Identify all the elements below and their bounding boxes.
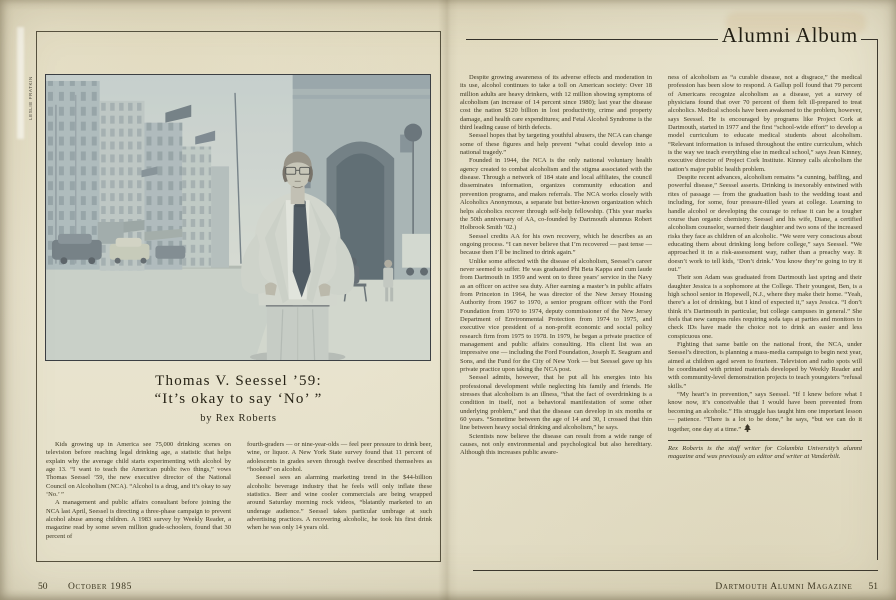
right-page-column-2	[668, 74, 862, 557]
paragraph: Founded in 1944, the NCA is the only national voluntary health agency created to combat alcoholism and the stigma associated with the disease. Through a network of 184 state and local affiliates, the council disseminates information, organizes community education and prevention programs, and makes referrals. The NCA works closely with Alcoholics Anonymous, a separate but better-known organization which helps alcoholics recover through self-help fellowship. (This year marks the 50th anniversary of AA, co-founded by Dartmouth alumnus Robert Holbrook Smith ’02.)	[460, 157, 652, 232]
right-page-bottom-rule	[473, 570, 878, 571]
bio-divider-rule	[668, 440, 862, 441]
right-page-column-1	[460, 74, 652, 557]
magazine-name: Dartmouth Alumni Magazine	[715, 582, 853, 592]
paragraph: Kids growing up in America see 75,000 drinking scenes on television before reaching legal drinking age, a statistic that helps explain why the average child starts experimenting with alcohol by age 13. “I want to teach the American public two things,” vows Thomas Seessel ’59, the new executive director of the National Council on Alcoholism (NCA). “Alcohol is a drug, and it’s okay to say ‘No.’ ”	[46, 441, 231, 499]
article-byline: by Rex Roberts	[200, 413, 277, 424]
paragraph-text: “My heart’s in prevention,” says Seessel. “If I knew before what I know now, it’s conceivable that I would have been prevented from becoming an alcoholic.” His struggle has taught him one important lesson — patience. “There is a lot to be done,” he says, “but we can do it together, one day at a time.”	[668, 391, 862, 434]
author-bio-note: Rex Roberts is the staff writer for Columbia University’s alumni magazine and was previously an editor and writer at Vanderbilt.	[668, 444, 862, 461]
paragraph: Despite recent advances, alcoholism remains “a cunning, baffling, and powerful disease,” Seessel asserts. Drinking is inexorably entwined with rites of passage — from the graduation bash to the wedding toast and including, for some, four pressure-filled years at college. Learning to handle alcohol or developing the courage to refuse it can be a tougher course than organic chemistry. Seessel and his wife, Diane, a certified alcoholism counselor, warned their daughter and two sons of the increased risks they face as children of an alcoholic. “We were very conscious about educating them about drinking long before college,” says Seessel. “We approached it in a risk-assessment way, rather than a preachy way. It doesn’t work to tell kids, ‘Don’t drink.’ You know they’re going to try it out.”	[668, 174, 862, 273]
paragraph: Seessel hopes that by targeting youthful abusers, the NCA can change some of these figures and help prevent “what could develop into a national tragedy.”	[460, 132, 652, 157]
paragraph: Fighting that same battle on the national front, the NCA, under Seessel’s direction, is planning a mass-media campaign to begin next year, aimed at children aged seven to fourteen. Television and radio spots will be coordinated with printed materials developed by Weekly Reader and with community-level demonstration projects to teach youngsters “refusal skills.”	[668, 341, 862, 390]
street-portrait-illustration	[46, 75, 430, 360]
left-page-columns	[46, 441, 432, 559]
page-gutter-shadow	[438, 0, 458, 600]
header-bracket-vertical	[877, 39, 878, 560]
right-page-footer	[620, 582, 878, 592]
paragraph: Seessel credits AA for his own recovery, which he describes as an ongoing process. “I can never believe that I’m recovered — past tense — because then I’ll be inclined to drink again.”	[460, 232, 652, 257]
paragraph: A management and public affairs consultant before joining the NCA last April, Seessel is directing a three-phase campaign to prevent alcohol abuse among children. A 1983 survey by Weekly Reader, a magazine read by some seven million grade-schoolers, found that 30 percent of	[46, 499, 231, 540]
paragraph	[668, 391, 862, 435]
left-page-column-2	[247, 441, 432, 559]
paragraph: Unlike some affected with the disease of alcoholism, Seessel’s career never seemed to suffer. He was graduated Phi Beta Kappa and cum laude from Dartmouth in 1959 and went on to three years’ service in the Navy as an officer on active sea duty. After earning a master’s in public affairs from Princeton in 1964, he was director of the New Jersey Housing Authority from 1967 to 1970, a senior program officer with the Ford Foundation from 1970 to 1974, deputy commissioner of the New Jersey Department of Environmental Protection from 1974 to 1975, and executive vice president of a non-profit economic and social policy research firm from 1975 to 1978. In 1979, he began a private practice of management and public affairs consulting. His client list was an impressive one — including the Ford Foundation, Joseph E. Seagram and Sons, and the Fund for the City of New York — but Seessel gave up his private practice upon taking the NCA post.	[460, 257, 652, 374]
paragraph: Seessel admits, however, that he put all his energies into his professional development while neglecting his family and friends. He stresses that alcoholism is an illness, “that the fact of overdrinking is a condition in itself, not a behavioral manifestation of some other underlying problem,” and that the disease can develop in six months or 60 years. “Sometime between the age of 14 and 30, I crossed that thin line between heavy social drinking and alcoholism,” he says.	[460, 374, 652, 432]
section-header: Alumni Album	[721, 23, 858, 47]
left-page-column-1	[46, 441, 231, 559]
header-bracket-horizontal	[861, 39, 878, 40]
paragraph: Seessel sees an alarming marketing trend in the $44-billion alcoholic beverage industry that he feels will only inflate these statistics. Beer and wine cooler commercials are being wrapped around Saturday morning rock videos, “blatantly marketed to an underage audience.” Seessel takes particular umbrage at such advertising practices. A recovering alcoholic, he took his first drink when he was only 14 years old.	[247, 474, 432, 532]
pine-tree-dingbat-icon	[744, 424, 751, 432]
article-title-line2: “It’s okay to say ‘No’ ”	[154, 391, 323, 407]
article-title-line1: Thomas V. Seessel ’59:	[155, 373, 322, 389]
paragraph: Their son Adam was graduated from Dartmouth last spring and their daughter Jessica is a sophomore at the College. Their youngest, Ben, is a high school senior in Hopewell, N.J., where they make their home. “Yeah, there’s a lot of drinking, but I kind of expected it,” says Jessica. “I don’t think it’s Dartmouth in particular, but college campuses in general.” She feels that new campus rules requiring soda taps at parties and monitors to check IDs have made the choice not to drink an easier and less conspicuous one.	[668, 274, 862, 340]
right-page-number: 51	[868, 582, 878, 592]
paragraph: Despite growing awareness of its adverse effects and moderation in its use, alcohol continues to take a toll on American society: Over 18 million adults are heavy drinkers, with 12 million showing symptoms of alcoholism (an increase of 14 percent since 1980); last year the disease cost the nation $120 billion in lost productivity, crime and property damage, and health care expenditures; and Fetal Alcohol Syndrome is the third leading cause of birth defects.	[460, 74, 652, 132]
right-page-columns	[460, 74, 862, 557]
street-portrait-photo	[45, 74, 431, 361]
left-page-number: 50	[38, 582, 48, 592]
paragraph: fourth-graders — or nine-year-olds — feel peer pressure to drink beer, wine, or liquor. A New York State survey found that 11 percent of adolescents in grades seven through twelve described themselves as “hooked” on alcohol.	[247, 441, 432, 474]
photo-credit: LESLIE FRATKIN	[28, 76, 33, 120]
scan-glare	[17, 27, 24, 139]
paragraph: Scientists now believe the disease can result from a wide range of causes, not only environmental and psychological but also hereditary. Although this increases public aware-	[460, 432, 652, 457]
paragraph: ness of alcoholism as “a curable disease, not a disgrace,” the medical profession has been slow to respond. A Gallup poll found that 79 percent of Americans recognize alcoholism as a disease, yet a survey of physicians found that over 70 percent of them felt ill-prepared to treat alcoholics. Medical schools have been awakened to the problem, however, says Seessel. He is encouraged by programs like Project Cork at Dartmouth, started in 1977 and the first “school-wide effort” to develop a model curriculum to educate medical students about alcoholism. “Relevant information is infused throughout the entire curriculum, which is the way we teach everything else in medical school,” says Jean Kinney, executive director of Project Cork Institute. Kinney calls alcoholism the nation’s major public health problem.	[668, 74, 862, 173]
left-footer-issue-date: October 1985	[68, 582, 133, 592]
